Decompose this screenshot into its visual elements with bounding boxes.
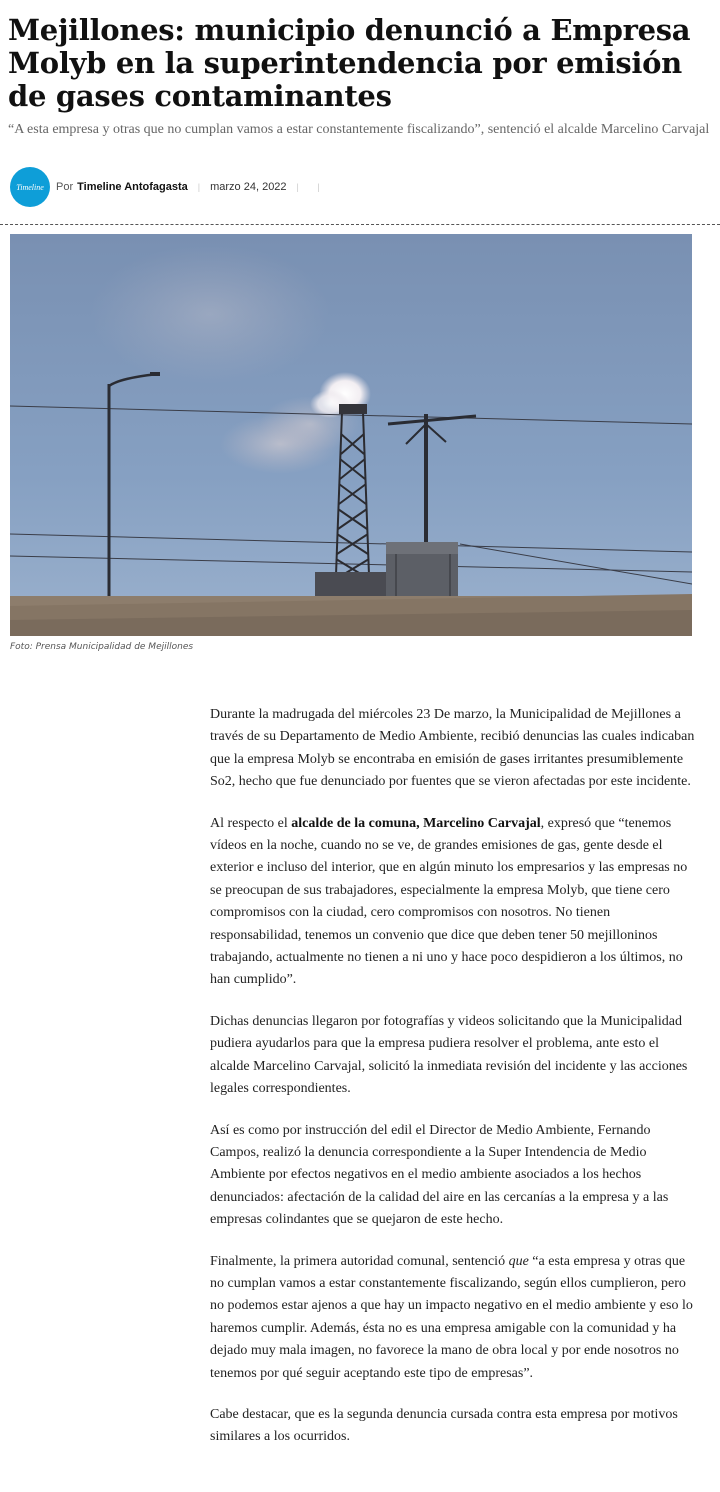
header-divider: [0, 224, 720, 225]
byline: [10, 167, 710, 207]
by-prefix: Por: [56, 181, 74, 193]
paragraph-5-lead: Finalmente, la primera autoridad comunal, sentenció: [210, 1253, 509, 1269]
article-body: [210, 704, 696, 1468]
paragraph-5-rest: “a esta empresa y otras que no cumplan vamos a estar constantemente fiscalizando, según ellos cumplieron, pero no podemos estar ajenos a que hay un impacto negativo en el medio ambiente y eso lo haremos cumplir. Además, ésta no es una empresa amigable con la comunidad y ha dejado muy mala imagen, no favorece la mano de obra local y por ende nosotros no tenemos por qué seguir aceptando este tipo de empresas”.: [210, 1253, 693, 1381]
byline-trailing-separators: | |: [296, 182, 328, 192]
paragraph-2-lead: Al respecto el: [210, 815, 292, 831]
paragraph-2: [210, 813, 696, 992]
paragraph-2-bold: alcalde de la comuna, Marcelino Carvajal: [291, 815, 541, 831]
paragraph-1: Durante la madrugada del miércoles 23 De marzo, la Municipalidad de Mejillones a través de su Departamento de Medio Ambiente, recibió denuncias las cuales indicaban que la empresa Molyb se encontraba en emisión de gases irritantes presumiblemente So2, hecho que fue denunciado por fuentes que se vieron afectadas por este incidente.: [210, 707, 695, 790]
paragraph-5-italic: que: [508, 1253, 529, 1269]
author-avatar[interactable]: [10, 167, 50, 207]
article-subtitle: “A esta empresa y otras que no cumplan vamos a estar constantemente fiscalizando”, sentenció el alcalde Marcelino Carvajal: [8, 122, 710, 137]
avatar-logo-text: Timeline: [16, 182, 44, 192]
paragraph-5: [210, 1251, 696, 1385]
paragraph-6: Cabe destacar, que es la segunda denuncia cursada contra esta empresa por motivos similares a los ocurridos.: [210, 1406, 678, 1445]
paragraph-3: Dichas denuncias llegaron por fotografías y videos solicitando que la Municipalidad pudiera ayudarlos para que la empresa pudiera resolver el problema, ante esto el alcalde Marcelino Carvajal, solicitó la inmediata revisión del incidente y las acciones legales correspondientes.: [210, 1013, 688, 1097]
author-link[interactable]: Timeline Antofagasta: [77, 181, 188, 193]
paragraph-2-rest: , expresó que “tenemos vídeos en la noche, cuando no se ve, de grandes emisiones de gas, gente desde el exterior e incluso del interior, que en algún minuto los empresarios y las empresas no se preocupan de sus trabajadores, especialmente la empresa Molyb, que tiene cero compromisos con la ciudad, cero compromisos con nosotros. No tienen responsabilidad, tenemos un convenio que dice que deben tener 50 mejilloninos trabajando, actualmente no tienen a ni uno y hace poco despidieron a los últimos, no han cumplido”.: [210, 815, 688, 988]
featured-image: [10, 234, 692, 636]
publish-date: marzo 24, 2022: [210, 181, 287, 193]
image-caption: Foto: Prensa Municipalidad de Mejillones: [10, 642, 194, 652]
paragraph-4: Así es como por instrucción del edil el Director de Medio Ambiente, Fernando Campos, realizó la denuncia correspondiente a la Super Intendencia de Medio Ambiente por efectos negativos en el medio ambiente asociados a los hechos denunciados: afectación de la calidad del aire en las cercanías a la empresa y a las empresas colindantes que se quejaron de este hecho.: [210, 1122, 669, 1228]
byline-separator: |: [197, 182, 201, 192]
article-title: Mejillones: municipio denunció a Empresa Molyb en la superintendencia por emisión de gases contaminantes: [8, 13, 691, 113]
